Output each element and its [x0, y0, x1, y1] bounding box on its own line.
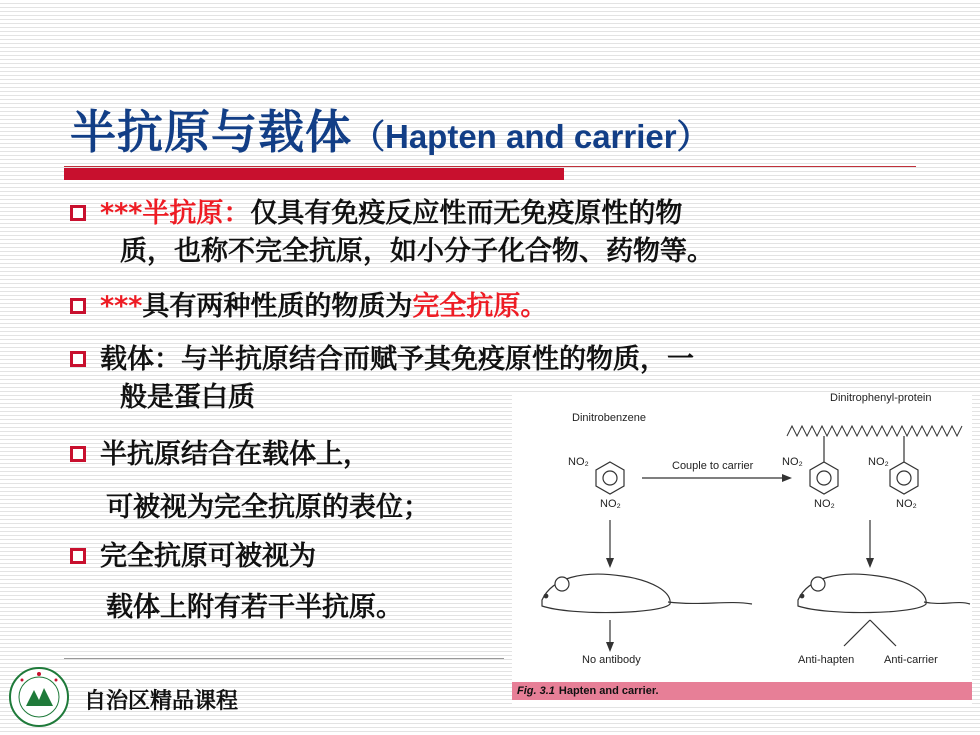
mouse-left-icon — [542, 574, 752, 613]
square-bullet-icon — [70, 548, 86, 564]
square-bullet-icon — [70, 446, 86, 462]
protein-ring-1-icon — [810, 436, 838, 494]
square-bullet-icon — [70, 298, 86, 314]
bullet-complete-highlight: 完全抗原。 — [412, 291, 548, 322]
bullet-hapten-text: 仅具有免疫反应性而无免疫原性的物 — [250, 198, 683, 229]
slide-title-en: （Hapten and carrier） — [352, 118, 710, 155]
bullet-hapten — [70, 196, 682, 232]
bullet-hapten-on-carrier-cont: 可被视为完全抗原的表位； — [106, 492, 430, 523]
bullet-complete-as-carrier-text: 完全抗原可被视为 — [100, 541, 316, 572]
dinitrobenzene-ring-icon — [596, 462, 624, 494]
figure-diagram — [512, 392, 972, 682]
protein-ring-2-icon — [890, 436, 918, 494]
bullet-carrier-cont: 般是蛋白质 — [120, 382, 255, 413]
figure-caption — [512, 682, 972, 700]
bullet-complete-as-carrier-cont: 载体上附有若干半抗原。 — [106, 592, 403, 623]
label-dinitrophenyl-protein: Dinitrophenyl-protein — [830, 392, 932, 404]
bullet-complete-antigen — [70, 289, 547, 325]
bullet-carrier-text: 载体：与半抗原结合而赋予其免疫原性的物质，一 — [100, 344, 694, 375]
bullet-hapten-lead: ***半抗原： — [100, 198, 251, 229]
footer-divider — [64, 658, 504, 659]
label-no2: NO₂ — [814, 498, 835, 510]
arrow-down-icon — [606, 558, 614, 568]
label-anti-carrier: Anti-carrier — [884, 654, 938, 666]
label-no2: NO₂ — [868, 456, 889, 468]
figure-caption-number: Fig. 3.1 — [517, 685, 555, 697]
bullet-complete-text: 具有两种性质的物质为 — [142, 291, 413, 322]
square-bullet-icon — [70, 205, 86, 221]
arrow-right-icon — [782, 474, 792, 482]
bullet-hapten-on-carrier-text: 半抗原结合在载体上， — [100, 439, 370, 470]
label-no-antibody: No antibody — [582, 654, 641, 666]
label-dinitrobenzene: Dinitrobenzene — [572, 412, 646, 424]
figure-caption-text: Hapten and carrier. — [558, 685, 659, 697]
title-divider-thin — [64, 166, 916, 167]
hapten-carrier-figure — [512, 392, 972, 706]
protein-chain-icon — [787, 426, 962, 436]
arrow-down-icon — [866, 558, 874, 568]
label-couple-to-carrier: Couple to carrier — [672, 460, 754, 472]
slide-title-zh: 半抗原与载体 — [70, 105, 352, 159]
label-no2: NO₂ — [568, 456, 589, 468]
title-divider-thick — [64, 168, 564, 180]
arrow-down-icon — [606, 642, 614, 652]
university-logo-icon — [8, 666, 70, 728]
footer-course-label: 自治区精品课程 — [84, 689, 239, 714]
bullet-complete-as-carrier — [70, 539, 316, 575]
bullet-hapten-cont: 质，也称不完全抗原，如小分子化合物、药物等。 — [120, 236, 714, 267]
slide-title — [70, 96, 710, 162]
mouse-right-icon — [798, 574, 970, 613]
label-anti-hapten: Anti-hapten — [798, 654, 855, 666]
label-no2: NO₂ — [782, 456, 803, 468]
bullet-carrier — [70, 342, 694, 378]
bullet-complete-lead: *** — [100, 291, 143, 322]
label-no2: NO₂ — [600, 498, 621, 510]
square-bullet-icon — [70, 351, 86, 367]
label-no2: NO₂ — [896, 498, 917, 510]
bullet-hapten-on-carrier — [70, 437, 370, 473]
